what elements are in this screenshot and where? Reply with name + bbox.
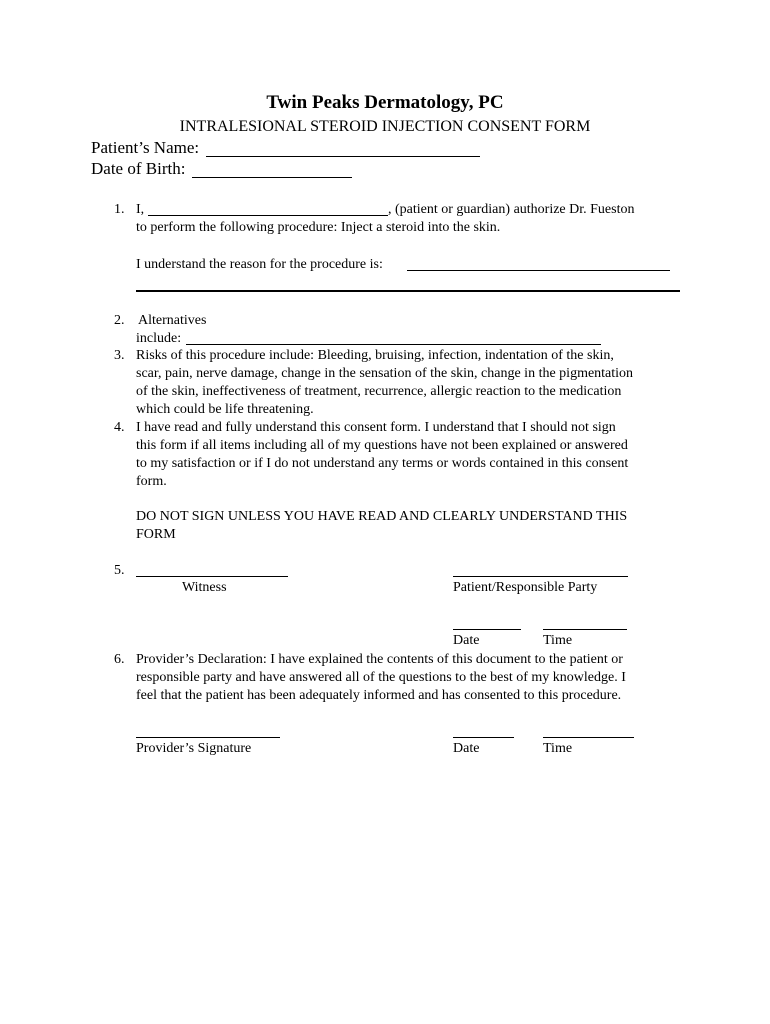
item2-text-a: Alternatives — [138, 313, 207, 328]
consent-line-3: to my satisfaction or if I do not understand any terms or words contained in this consent — [136, 456, 629, 471]
risks-line-1: Risks of this procedure include: Bleeding, bruising, infection, indentation of the skin, — [136, 348, 614, 363]
date-label-6: Date — [453, 741, 480, 756]
witness-signature-field[interactable] — [136, 576, 288, 577]
date-label-5: Date — [453, 633, 480, 648]
item2-text-b: include: — [136, 331, 182, 346]
declaration-line-3: feel that the patient has been adequately informed and has consented to this procedure. — [136, 688, 622, 703]
provider-time-field[interactable] — [543, 737, 634, 738]
consent-line-2: this form if all items including all of my questions have not been explained or answered — [136, 438, 628, 453]
warning-line-2: FORM — [136, 527, 176, 542]
provider-signature-label: Provider’s Signature — [136, 741, 252, 756]
consent-line-1: I have read and fully understand this consent form. I understand that I should not sign — [136, 420, 616, 435]
item-number-5: 5. — [114, 563, 125, 578]
item-number-3: 3. — [114, 348, 125, 363]
alternatives-field[interactable] — [186, 344, 601, 345]
risks-line-4: which could be life threatening. — [136, 402, 314, 417]
item1-text-c: to perform the following procedure: Inject a steroid into the skin. — [136, 220, 501, 235]
item-number-4: 4. — [114, 420, 125, 435]
witness-label: Witness — [182, 580, 227, 595]
patient-name-field[interactable] — [206, 156, 480, 157]
declaration-line-2: responsible party and have answered all of the questions to the best of my knowledge. I — [136, 670, 626, 685]
dob-field[interactable] — [192, 177, 352, 178]
provider-date-field[interactable] — [453, 737, 514, 738]
reason-field[interactable] — [407, 270, 670, 271]
item-number-2: 2. — [114, 313, 125, 328]
reason-field-line-2[interactable] — [136, 290, 680, 292]
risks-line-2: scar, pain, nerve damage, change in the sensation of the skin, change in the pigmentation — [136, 366, 634, 381]
item-number-6: 6. — [114, 652, 125, 667]
patient-signature-field[interactable] — [453, 576, 628, 577]
form-title: Twin Peaks Dermatology, PC — [266, 92, 504, 113]
patient-date-field[interactable] — [453, 629, 521, 630]
patient-authorize-field[interactable] — [148, 215, 388, 216]
item-number-1: 1. — [114, 202, 125, 217]
form-subtitle: INTRALESIONAL STEROID INJECTION CONSENT FORM — [179, 118, 591, 135]
warning-line-1: DO NOT SIGN UNLESS YOU HAVE READ AND CLEARLY UNDERSTAND THIS — [136, 509, 628, 524]
declaration-line-1: Provider’s Declaration: I have explained the contents of this document to the patient or — [136, 652, 623, 667]
dob-label: Date of Birth: — [91, 159, 186, 178]
provider-signature-field[interactable] — [136, 737, 280, 738]
item1-text-a: I, — [136, 202, 145, 217]
patient-party-label: Patient/Responsible Party — [453, 580, 598, 595]
consent-line-4: form. — [136, 474, 167, 489]
time-label-5: Time — [543, 633, 573, 648]
patient-name-label: Patient’s Name: — [91, 138, 200, 157]
patient-time-field[interactable] — [543, 629, 627, 630]
time-label-6: Time — [543, 741, 573, 756]
item1-text-b: , (patient or guardian) authorize Dr. Fueston — [388, 202, 635, 217]
reason-label: I understand the reason for the procedure is: — [136, 257, 383, 272]
risks-line-3: of the skin, ineffectiveness of treatment, recurrence, allergic reaction to the medication — [136, 384, 622, 399]
